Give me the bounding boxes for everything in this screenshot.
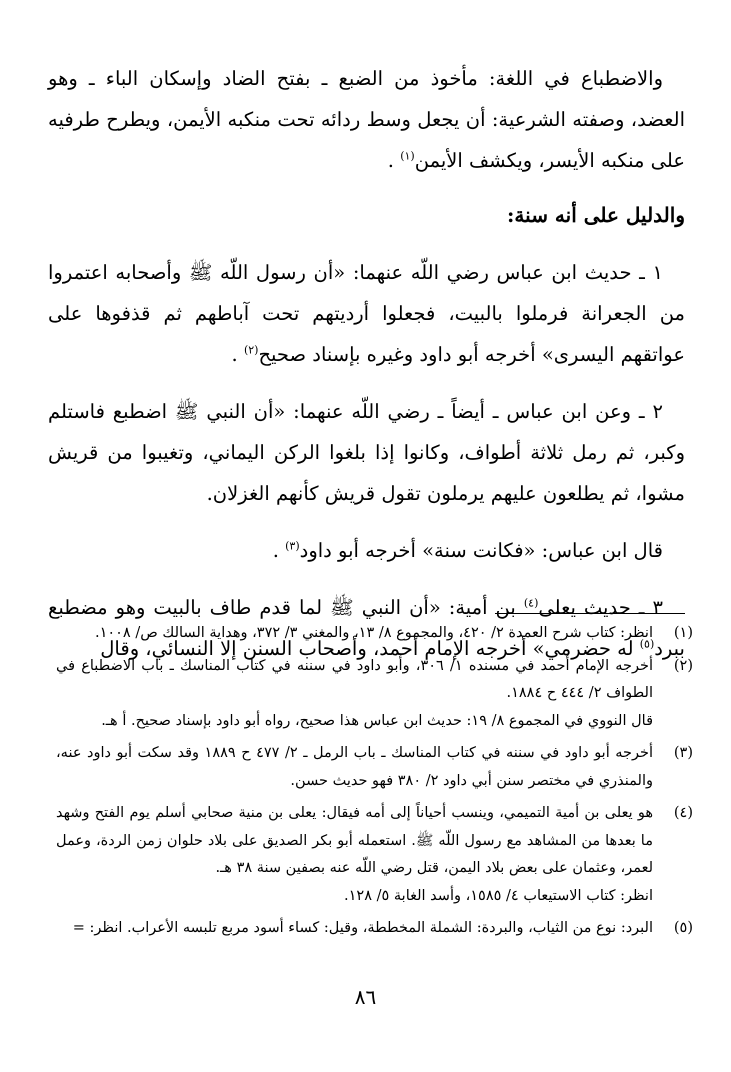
footnote-4 [56,800,693,910]
footnote-ref-3: (٣) [285,539,300,553]
footnote-ref-2: (٢) [243,343,259,357]
footnote-line: انظر: كتاب شرح العمدة ٢/ ٤٢٠، والمجموع ٨/ ١٣، والمغني ٣/ ٣٧٢، وهداية السالك ص/ ١٠٠٨. [94,625,653,641]
hadith-3: ٣ ـ حديث يعلى$^{(٤)}$ بن أمية: «أن النبي ﷺ لما قدم طاف بالبيت وهو مضطبع ببرد$^{(٥)}$ له حضرمي» أخرجه الإمام أحمد، وأصحاب السنن إلا النسائي، وقال [48,596,685,660]
footnote-5 [56,915,693,943]
footnote-1 [56,620,693,648]
page-number: ٨٦ [354,985,377,1009]
footnote-separator [495,613,685,614]
footnote-number: (١) [673,625,693,641]
main-text [48,58,685,669]
ibn-abbas-quote: قال ابن عباس: «فكانت سنة» أخرجه أبو داود$^{(٣)}$ . [272,539,663,562]
footnote-number: (٤) [673,805,693,821]
hadith-2: ٢ ـ وعن ابن عباس ـ أيضاً ـ رضي اللّه عنهما: «أن النبي ﷺ اضطبع فاستلم وكبر، ثم رمل ثلاثة أطواف، وكانوا إذا بلغوا الركن اليماني، وتغيبوا من قريش مشوا، ثم يطلعون عليهم يرملون تقول قريش كأنهم الغزلان. [48,400,685,505]
footnote-ref-4: (٤) [523,596,539,610]
footnote-line: أخرجه أبو داود في سننه في كتاب المناسك ـ باب الرمل ـ ٢/ ٤٧٧ ح ١٨٨٩ وقد سكت أبو داود عنه، والمنذري في مختصر سنن أبي داود ٢/ ٣٨٠ فهو حديث حسن. [56,745,653,789]
footnote-line: انظر: كتاب الاستيعاب ٤/ ١٥٨٥، وأسد الغابة ٥/ ١٢٨. [344,887,653,904]
footnote-number: (٢) [673,657,693,674]
hadith-1: ١ ـ حديث ابن عباس رضي اللّه عنهما: «أن رسول اللّه ﷺ وأصحابه اعتمروا من الجعرانة فرملوا بالبيت، فجعلوا أرديتهم تحت آباطهم ثم قذفوها على عواتقهم اليسرى» أخرجه أبو داود وغيره بإسناد صحيح$^{(٢)}$ . [48,261,685,366]
footnote-line: قال النووي في المجموع ٨/ ١٩: حديث ابن عباس هذا صحيح، رواه أبو داود بإسناد صحيح. أ هـ. [101,712,653,729]
footnote-2 [56,653,693,736]
section-heading: والدليل على أنه سنة: [507,203,685,227]
footnotes [56,620,693,943]
footnote-number: (٣) [673,745,693,761]
footnote-ref-5: (٥) [639,637,655,651]
footnote-line: أخرجه الإمام أحمد في مسنده ١/ ٣٠٦، وأبو داود في سننه في كتاب المناسك ـ باب الاضطباع في الطواف ٢/ ٤٤٤ ح ١٨٨٤. [56,657,654,701]
definition-paragraph: والاضطباع في اللغة: مأخوذ من الضبع ـ بفتح الضاد وإسكان الباء ـ وهو العضد، وصفته الشرعية: أن يجعل وسط ردائه تحت منكبه الأيمن، ويطرح طرفيه على منكبه الأيسر، ويكشف الأيمن$^{(١)}$ . [48,67,685,172]
footnote-line: البرد: نوع من الثياب، والبردة: الشملة المخططة، وقيل: كساء أسود مربع تلبسه الأعراب. انظر: = [72,920,653,936]
footnote-3 [56,740,693,795]
footnote-line: هو يعلى بن أمية التميمي، وينسب أحياناً إلى أمه فيقال: يعلى بن منية صحابي أسلم يوم الفتح وشهد ما بعدها من المشاهد مع رسول اللّه ﷺ. استعمله أبو بكر الصديق على بلاد حلوان زمن الردة، وعمل لعمر، وعثمان على بعض بلاد اليمن، قتل رضي اللّه عنه بصفين سنة ٣٨ هـ. [56,805,653,876]
footnote-ref-1: (١) [400,149,415,163]
footnote-number: (٥) [673,920,693,936]
